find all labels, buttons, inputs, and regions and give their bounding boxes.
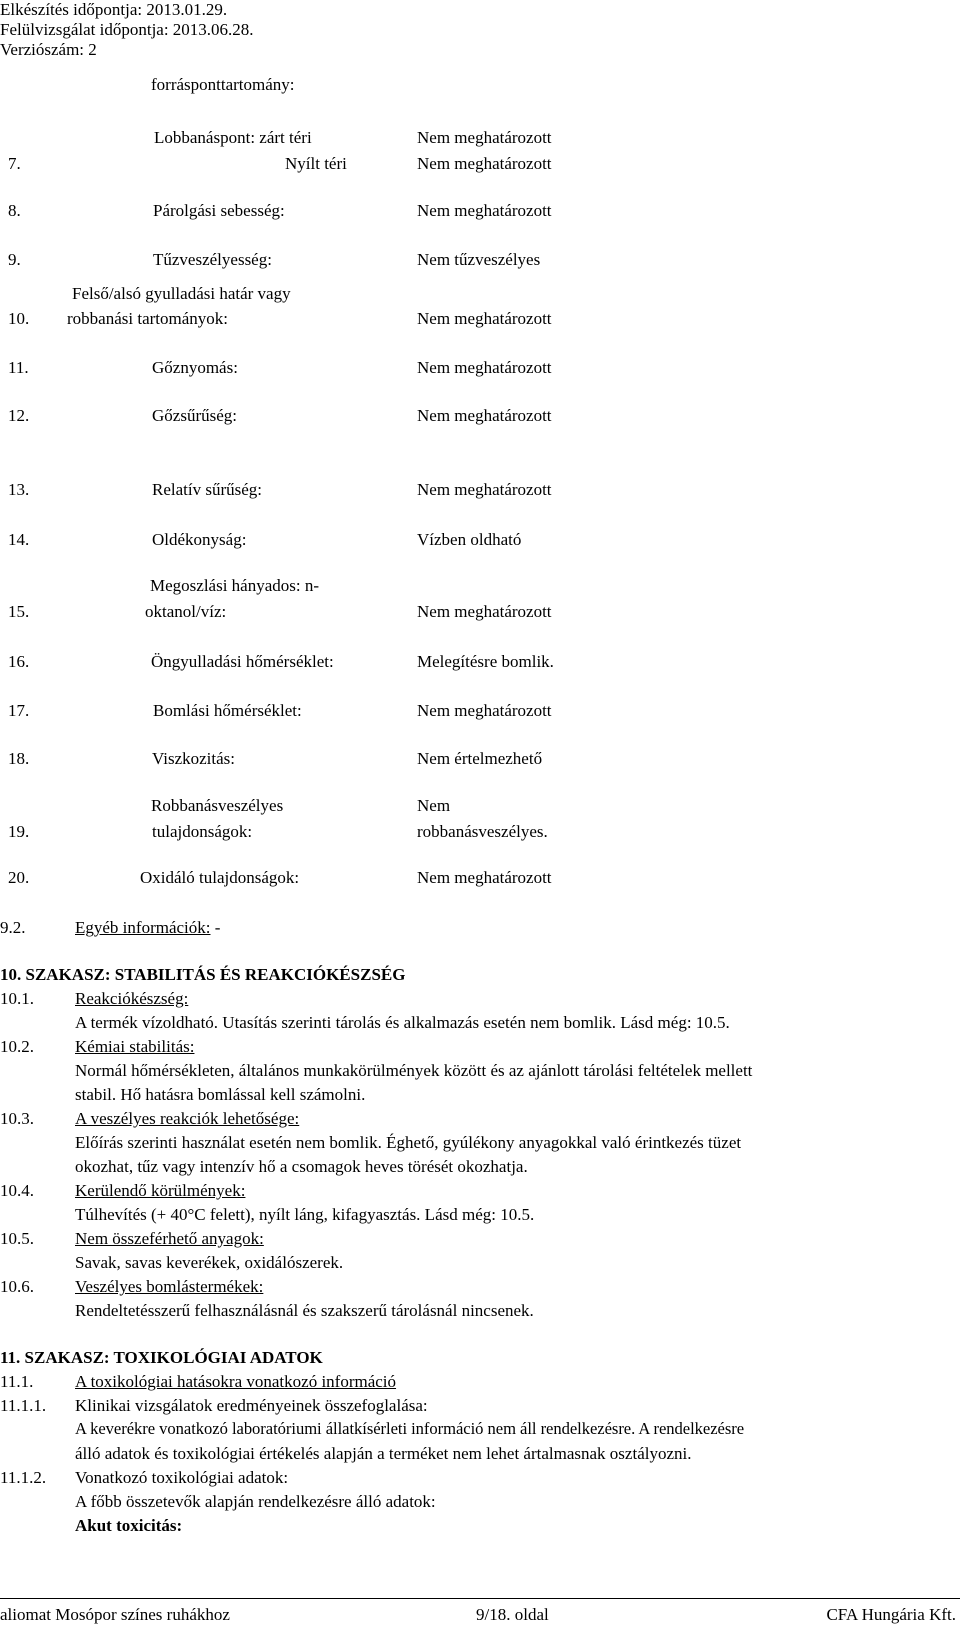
property-value: Nem meghatározott	[417, 309, 552, 328]
footer-company: CFA Hungária Kft.	[826, 1605, 956, 1624]
property-value: Nem	[417, 796, 451, 815]
property-value: Nem értelmezhető	[417, 749, 543, 768]
property-value: Melegítésre bomlik.	[417, 652, 554, 671]
item-number: 10.3.	[0, 1109, 34, 1128]
item-text: Normál hőmérsékleten, általános munkakörülmények között és az ajánlott tárolási feltételek mellett	[75, 1061, 753, 1080]
property-value: Nem meghatározott	[417, 406, 552, 425]
item-text: A termék vízoldható. Utasítás szerinti tárolás és alkalmazás esetén nem bomlik. Lásd még: 10.5.	[75, 1013, 730, 1032]
property-label: Gőznyomás:	[152, 358, 238, 377]
property-label: Oxidáló tulajdonságok:	[140, 868, 300, 887]
property-number: 19.	[8, 822, 30, 841]
property-label: Megoszlási hányados: n-	[150, 576, 320, 595]
item-text: Előírás szerinti használat esetén nem bomlik. Éghető, gyúlékony anyagokkal való érintkezés tüzet	[75, 1133, 742, 1152]
property-number: 15.	[8, 602, 30, 621]
item-text: Túlhevítés (+ 40°C felett), nyílt láng, kifagyasztás. Lásd még: 10.5.	[75, 1205, 535, 1224]
property-label: robbanási tartományok:	[67, 309, 228, 328]
property-number: 10.	[8, 309, 30, 328]
other-info-suffix: -	[210, 918, 221, 937]
property-value: Nem meghatározott	[417, 701, 552, 720]
property-value: Nem meghatározott	[417, 480, 552, 499]
property-label: Viszkozitás:	[152, 749, 236, 768]
intro-line: forrásponttartomány:	[151, 75, 295, 94]
item-text: okozhat, tűz vagy intenzív hő a csomagok heves törését okozhatja.	[75, 1157, 528, 1176]
item-number: 10.5.	[0, 1229, 34, 1248]
property-label: Párolgási sebesség:	[153, 201, 285, 220]
property-number: 18.	[8, 749, 30, 768]
property-label: oktanol/víz:	[145, 602, 227, 621]
item-number: 11.1.2.	[0, 1468, 47, 1487]
item-text: stabil. Hő hatásra bomlással kell számolni.	[75, 1085, 366, 1104]
property-value: Nem tűzveszélyes	[417, 250, 541, 269]
item-text: Rendeltetésszerű felhasználásnál és szakszerű tárolásnál nincsenek.	[75, 1301, 534, 1320]
item-heading: Klinikai vizsgálatok eredményeinek összefoglalása:	[75, 1396, 428, 1415]
footer-page-number: 9/18. oldal	[476, 1605, 549, 1624]
property-label: Tűzveszélyesség:	[153, 250, 272, 269]
footer-product: aliomat Mosópor színes ruhákhoz	[0, 1605, 230, 1624]
property-label: Bomlási hőmérséklet:	[153, 701, 302, 720]
property-label: Gőzsűrűség:	[152, 406, 237, 425]
item-number: 11.1.	[0, 1372, 34, 1391]
property-label: Felső/alsó gyulladási határ vagy	[72, 284, 291, 303]
property-label: Nyílt téri	[285, 154, 347, 173]
item-text: A főbb összetevők alapján rendelkezésre álló adatok:	[75, 1492, 436, 1511]
section-10-title: 10. SZAKASZ: STABILITÁS ÉS REAKCIÓKÉSZSÉG	[0, 965, 406, 984]
other-info-line	[75, 917, 220, 938]
item-heading: Reakciókészség:	[75, 989, 189, 1008]
item-heading: Kémiai stabilitás:	[75, 1037, 195, 1056]
property-number: 16.	[8, 652, 30, 671]
property-number: 17.	[8, 701, 30, 720]
property-number: 11.	[8, 358, 29, 377]
item-number: 10.2.	[0, 1037, 34, 1056]
created-date: Elkészítés időpontja: 2013.01.29.	[0, 0, 228, 19]
other-info-number: 9.2.	[0, 918, 26, 937]
property-value: Nem meghatározott	[417, 154, 552, 173]
property-value: Nem meghatározott	[417, 358, 552, 377]
version-number: Verziószám: 2	[0, 40, 97, 59]
property-value: Nem meghatározott	[417, 602, 552, 621]
property-label: Relatív sűrűség:	[152, 480, 263, 499]
property-value: Vízben oldható	[417, 530, 522, 549]
item-text: A keverékre vonatkozó laboratóriumi állatkísérleti információ nem áll rendelkezésre. A rendelkezésre	[75, 1419, 745, 1438]
footer-divider	[0, 1598, 960, 1599]
property-value: Nem meghatározott	[417, 868, 552, 887]
property-value: robbanásveszélyes.	[417, 822, 548, 841]
property-number: 7.	[8, 154, 21, 173]
property-value: Nem meghatározott	[417, 201, 552, 220]
acute-toxicity-heading: Akut toxicitás:	[75, 1516, 183, 1535]
item-text: Savak, savas keverékek, oxidálószerek.	[75, 1253, 344, 1272]
item-number: 10.1.	[0, 989, 34, 1008]
property-number: 13.	[8, 480, 30, 499]
item-number: 11.1.1.	[0, 1396, 47, 1415]
item-heading: Vonatkozó toxikológiai adatok:	[75, 1468, 289, 1487]
property-value: Nem meghatározott	[417, 128, 552, 147]
item-heading: Nem összeférhető anyagok:	[75, 1229, 264, 1248]
property-label: Robbanásveszélyes	[151, 796, 284, 815]
item-heading: Kerülendő körülmények:	[75, 1181, 246, 1200]
property-number: 20.	[8, 868, 30, 887]
item-number: 10.4.	[0, 1181, 34, 1200]
other-info-label: Egyéb információk:	[75, 918, 211, 937]
property-number: 8.	[8, 201, 21, 220]
property-label: Lobbanáspont: zárt téri	[154, 128, 312, 147]
item-text: álló adatok és toxikológiai értékelés alapján a terméket nem lehet ártalmasnak osztályozni.	[75, 1444, 692, 1463]
item-heading: Veszélyes bomlástermékek:	[75, 1277, 264, 1296]
property-label: Oldékonyság:	[152, 530, 247, 549]
property-number: 9.	[8, 250, 21, 269]
property-label: Öngyulladási hőmérséklet:	[151, 652, 334, 671]
revised-date: Felülvizsgálat időpontja: 2013.06.28.	[0, 20, 254, 39]
item-heading: A veszélyes reakciók lehetősége:	[75, 1109, 300, 1128]
property-number: 14.	[8, 530, 30, 549]
property-number: 12.	[8, 406, 30, 425]
item-number: 10.6.	[0, 1277, 34, 1296]
section-11-title: 11. SZAKASZ: TOXIKOLÓGIAI ADATOK	[0, 1348, 323, 1367]
item-heading: A toxikológiai hatásokra vonatkozó információ	[75, 1372, 397, 1391]
property-label: tulajdonságok:	[152, 822, 253, 841]
